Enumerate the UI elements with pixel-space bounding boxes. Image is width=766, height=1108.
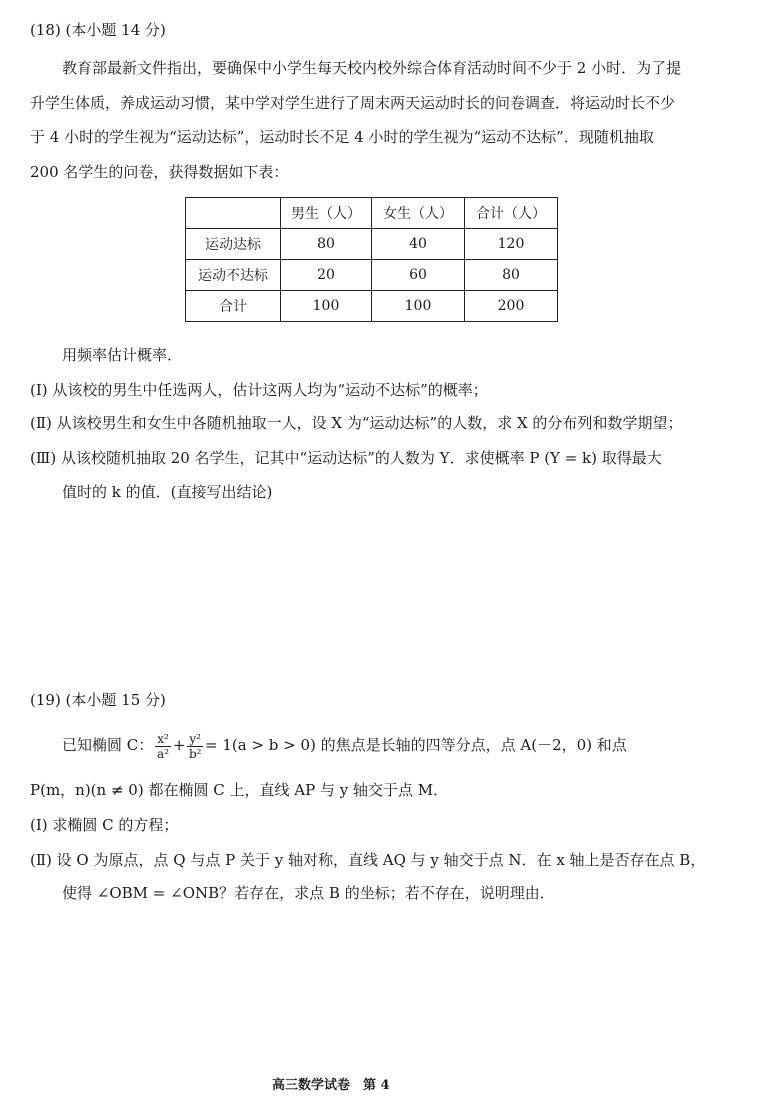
q19-line-2: P(m，n)(n ≠ 0) 都在椭圆 C 上，直线 AP 与 y 轴交于点 M． bbox=[30, 781, 449, 799]
q19-part-2-cont: 使得 ∠OBM = ∠ONB？若存在，求点 B 的坐标；若不存在，说明理由． bbox=[62, 884, 555, 902]
table-row bbox=[186, 291, 558, 322]
fraction-x2-a2 bbox=[155, 732, 171, 761]
table-cell: 运动不达标 bbox=[186, 260, 281, 291]
fraction-denominator: a² bbox=[157, 746, 170, 761]
q18-part-3: (Ⅲ) 从该校随机抽取 20 名学生，记其中“运动达标”的人数为 Y．求使概率 P (Y = k) 取得最大 bbox=[30, 449, 662, 467]
table-header-cell: 男生（人） bbox=[281, 198, 372, 229]
q18-header: (18) (本小题 14 分) bbox=[30, 21, 166, 39]
table-cell: 120 bbox=[465, 229, 558, 260]
q18-paragraph-line: 教育部最新文件指出，要确保中小学生每天校内校外综合体育活动时间不少于 2 小时．为了提 bbox=[62, 59, 682, 77]
table-cell: 100 bbox=[281, 291, 372, 322]
data-table bbox=[185, 197, 558, 322]
table-cell: 80 bbox=[281, 229, 372, 260]
table-header-cell bbox=[186, 198, 281, 229]
table-row bbox=[186, 229, 558, 260]
q18-part-1: (Ⅰ) 从该校的男生中任选两人，估计这两人均为“运动不达标”的概率； bbox=[30, 381, 488, 399]
table-cell: 80 bbox=[465, 260, 558, 291]
q18-part-2: (Ⅱ) 从该校男生和女生中各随机抽取一人，设 X 为“运动达标”的人数，求 X 的分布列和数学期望； bbox=[30, 414, 683, 432]
table-cell: 60 bbox=[372, 260, 465, 291]
q19-line1-pre: 已知椭圆 C： bbox=[62, 736, 154, 754]
q19-header: (19) (本小题 15 分) bbox=[30, 691, 166, 709]
table-cell: 20 bbox=[281, 260, 372, 291]
q18-part-3-cont: 值时的 k 的值．(直接写出结论) bbox=[62, 483, 273, 501]
q19-line1-post: = 1(a > b > 0) 的焦点是长轴的四等分点，点 A(－2，0) 和点 bbox=[205, 736, 627, 754]
page-footer: 高三数学试卷 第 4 bbox=[272, 1078, 390, 1093]
q18-paragraph-line: 200 名学生的问卷，获得数据如下表： bbox=[30, 163, 289, 181]
q19-part-2: (Ⅱ) 设 O 为原点，点 Q 与点 P 关于 y 轴对称，直线 AQ 与 y 轴交于点 N．在 x 轴上是否存在点 B， bbox=[30, 851, 706, 869]
fraction-numerator: y² bbox=[189, 731, 201, 746]
fraction-numerator: x² bbox=[157, 731, 169, 746]
fraction-denominator: b² bbox=[188, 746, 202, 761]
table-cell: 40 bbox=[372, 229, 465, 260]
table-header-cell: 合计（人） bbox=[465, 198, 558, 229]
table-header-row bbox=[186, 198, 558, 229]
table-cell: 合计 bbox=[186, 291, 281, 322]
fraction-y2-b2 bbox=[187, 732, 203, 761]
q18-paragraph-line: 于 4 小时的学生视为“运动达标”，运动时长不足 4 小时的学生视为“运动不达标”．现随机抽取 bbox=[30, 128, 654, 146]
table-row bbox=[186, 260, 558, 291]
q18-paragraph-line: 升学生体质，养成运动习惯，某中学对学生进行了周末两天运动时长的问卷调查．将运动时长不少 bbox=[30, 94, 676, 112]
table-header-cell: 女生（人） bbox=[372, 198, 465, 229]
q19-part-1: (Ⅰ) 求椭圆 C 的方程； bbox=[30, 816, 179, 834]
table-cell: 200 bbox=[465, 291, 558, 322]
q18-note: 用频率估计概率． bbox=[62, 346, 183, 364]
q19-line-1: 已知椭圆 C： $\frac{\text{x²}}{\text{a²}}$ + $\frac{\text{y²}}{\text{b²}}$ = 1(a > b > 0) 的焦点是长轴的四等分点，点 A(－2，0) 和点 bbox=[62, 731, 627, 761]
table-cell: 运动达标 bbox=[186, 229, 281, 260]
table-cell: 100 bbox=[372, 291, 465, 322]
